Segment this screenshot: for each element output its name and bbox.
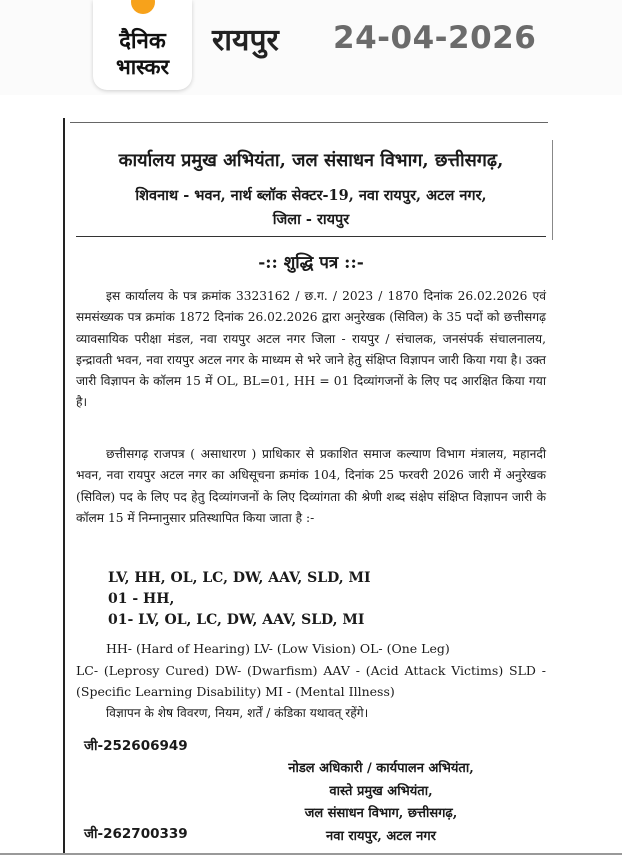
disability-codes-line1: LV, HH, OL, LC, DW, AAV, SLD, MI [108,570,371,586]
logo-text-dainik: दैनिक [119,29,166,54]
office-title: कार्यालय प्रमुख अभियंता, जल संसाधन विभाग, छत्तीसगढ़, [118,150,504,171]
disability-codes-line3: 01- LV, OL, LC, DW, AAV, SLD, MI [108,612,365,628]
closing-statement: विज्ञापन के शेष विवरण, नियम, शर्तें / कंडिका यथावत् रहेंगे। [106,706,369,720]
signatory-line1: नोडल अधिकारी / कार्यपालन अभियंता, [288,761,474,776]
legend-line1: HH- (Hard of Hearing) LV- (Low Vision) OL- (One Leg) [106,641,450,656]
notice-paragraph-1: इस कार्यालय के पत्र क्रमांक 3323162 / छ.ग. / 2023 / 1870 दिनांक 26.02.2026 एवं समसंख्यक पत्र क्रमांक 1872 दिनांक 26.02.2026 द्वारा अनुरेखक (सिविल) के 35 पदों को छत्तीसगढ़ व्यावसायिक परीक्षा मंडल, नवा रायपुर अटल नगर जिला - रायपुर / संचालक, जनसंपर्क संचालनालय, इन्द्रावती भवन, नवा रायपुर अटल नगर के माध्यम से भरे जाने हेतु संक्षिप्त विज्ञापन जारी किया गया है। उक्त जारी विज्ञापन के कॉलम 15 में OL, BL=01, HH = 01 दिव्यांगजनों के लिए पद आरक्षित किया गया है। [76,289,546,410]
clipping-border-left [63,118,65,853]
corrigendum-heading: -:: शुद्धि पत्र ::- [258,253,364,273]
clipping-border-right [552,140,553,240]
edition-city: रायपुर [212,23,279,58]
edition-date: 24-04-2026 [333,20,537,56]
sun-icon [131,0,155,14]
abbreviation-legend [76,638,546,703]
signatory-line2: वास्ते प्रमुख अभियंता, [329,783,433,799]
signatory-block [226,758,536,848]
divider [76,236,546,237]
signatory-line3: जल संसाधन विभाग, छत्तीसगढ़, [304,806,458,821]
office-address-line1: शिवनाथ - भवन, नार्थ ब्लॉक सेक्टर-19, नवा रायपुर, अटल नगर, [135,187,487,204]
disability-codes-line2: 01 - HH, [108,591,175,607]
reference-number-1: जी-252606949 [84,738,188,754]
office-address-line2: जिला - रायपुर [272,211,350,228]
clipping-border-top [70,122,548,123]
dainik-bhaskar-logo [93,0,192,90]
legend-line2: LC- (Leprosy Cured) DW- (Dwarfism) AAV - (Acid Attack Victims) SLD - (Specific Learning Disability) MI - (Mental Illness) [76,662,546,699]
reference-number-2: जी-262700339 [84,826,188,842]
clipping-border-bottom [0,853,622,855]
newspaper-header [0,0,622,95]
notice-paragraph-2: छत्तीसगढ़ राजपत्र ( असाधारण ) प्राधिकार से प्रकाशित समाज कल्याण विभाग मंत्रालय, महानदी भवन, नवा रायपुर अटल नगर का अधिसूचना क्रमांक 104, दिनांक 25 फरवरी 2026 जारी में अनुरेखक (सिविल) पद के लिए पद हेतु दिव्यांगजनों के लिए दिव्यांगता की श्रेणी शब्द संक्षेप संक्षिप्त विज्ञापन जारी के कॉलम 15 में निम्नानुसार प्रतिस्थापित किया जाता है :- [76,447,546,525]
logo-text-bhaskar: भास्कर [115,55,170,79]
signatory-line4: नवा रायपुर, अटल नगर [326,828,436,844]
